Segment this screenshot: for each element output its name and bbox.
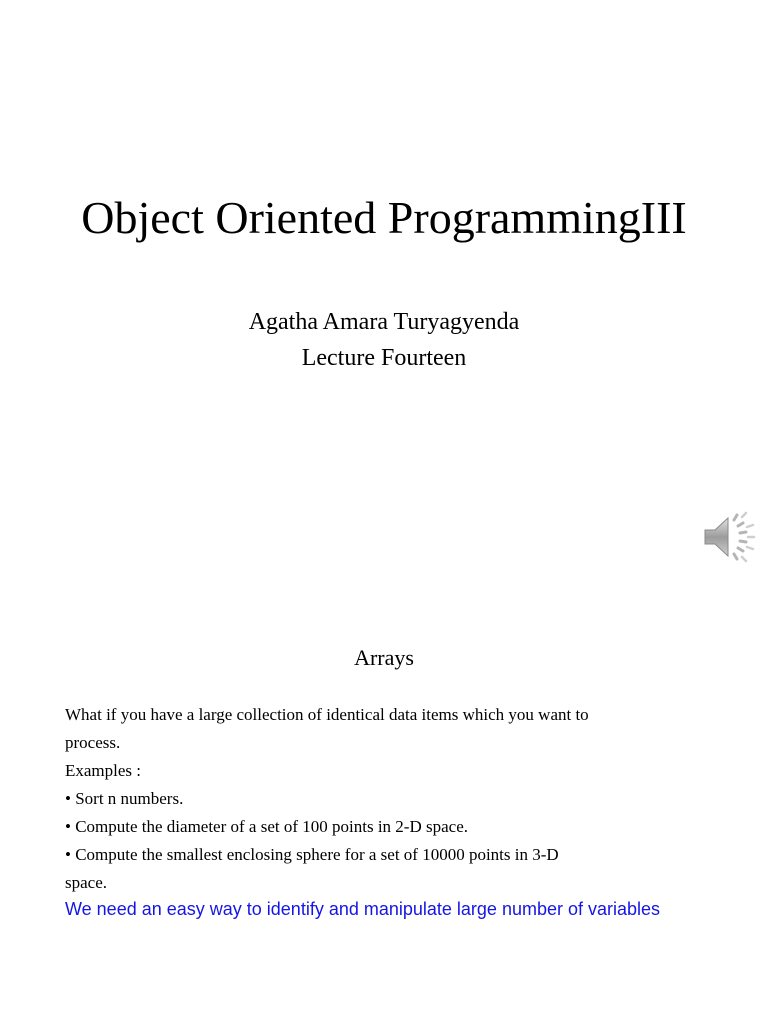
author-name: Agatha Amara Turyagyenda — [248, 309, 520, 335]
body-line: Examples : — [65, 761, 142, 780]
arrays-slide — [0, 580, 768, 1024]
bullet-item: • Compute the diameter of a set of 100 points in 2-D space. — [65, 817, 468, 836]
speaker-icon[interactable] — [702, 511, 756, 563]
slide-title: Object Oriented ProgrammingIII — [81, 192, 687, 243]
lecture-number: Lecture Fourteen — [301, 345, 467, 371]
body-line: What if you have a large collection of identical data items which you want to — [65, 705, 589, 724]
slide-heading: Arrays — [354, 645, 414, 670]
bullet-item: • Sort n numbers. — [65, 789, 184, 808]
body-line: space. — [65, 873, 108, 892]
highlight-text: We need an easy way to identify and manipulate large number of variables — [65, 899, 661, 919]
slide-body — [65, 701, 705, 897]
bullet-item: • Compute the smallest enclosing sphere for a set of 10000 points in 3-D — [65, 845, 559, 864]
body-line: process. — [65, 733, 121, 752]
